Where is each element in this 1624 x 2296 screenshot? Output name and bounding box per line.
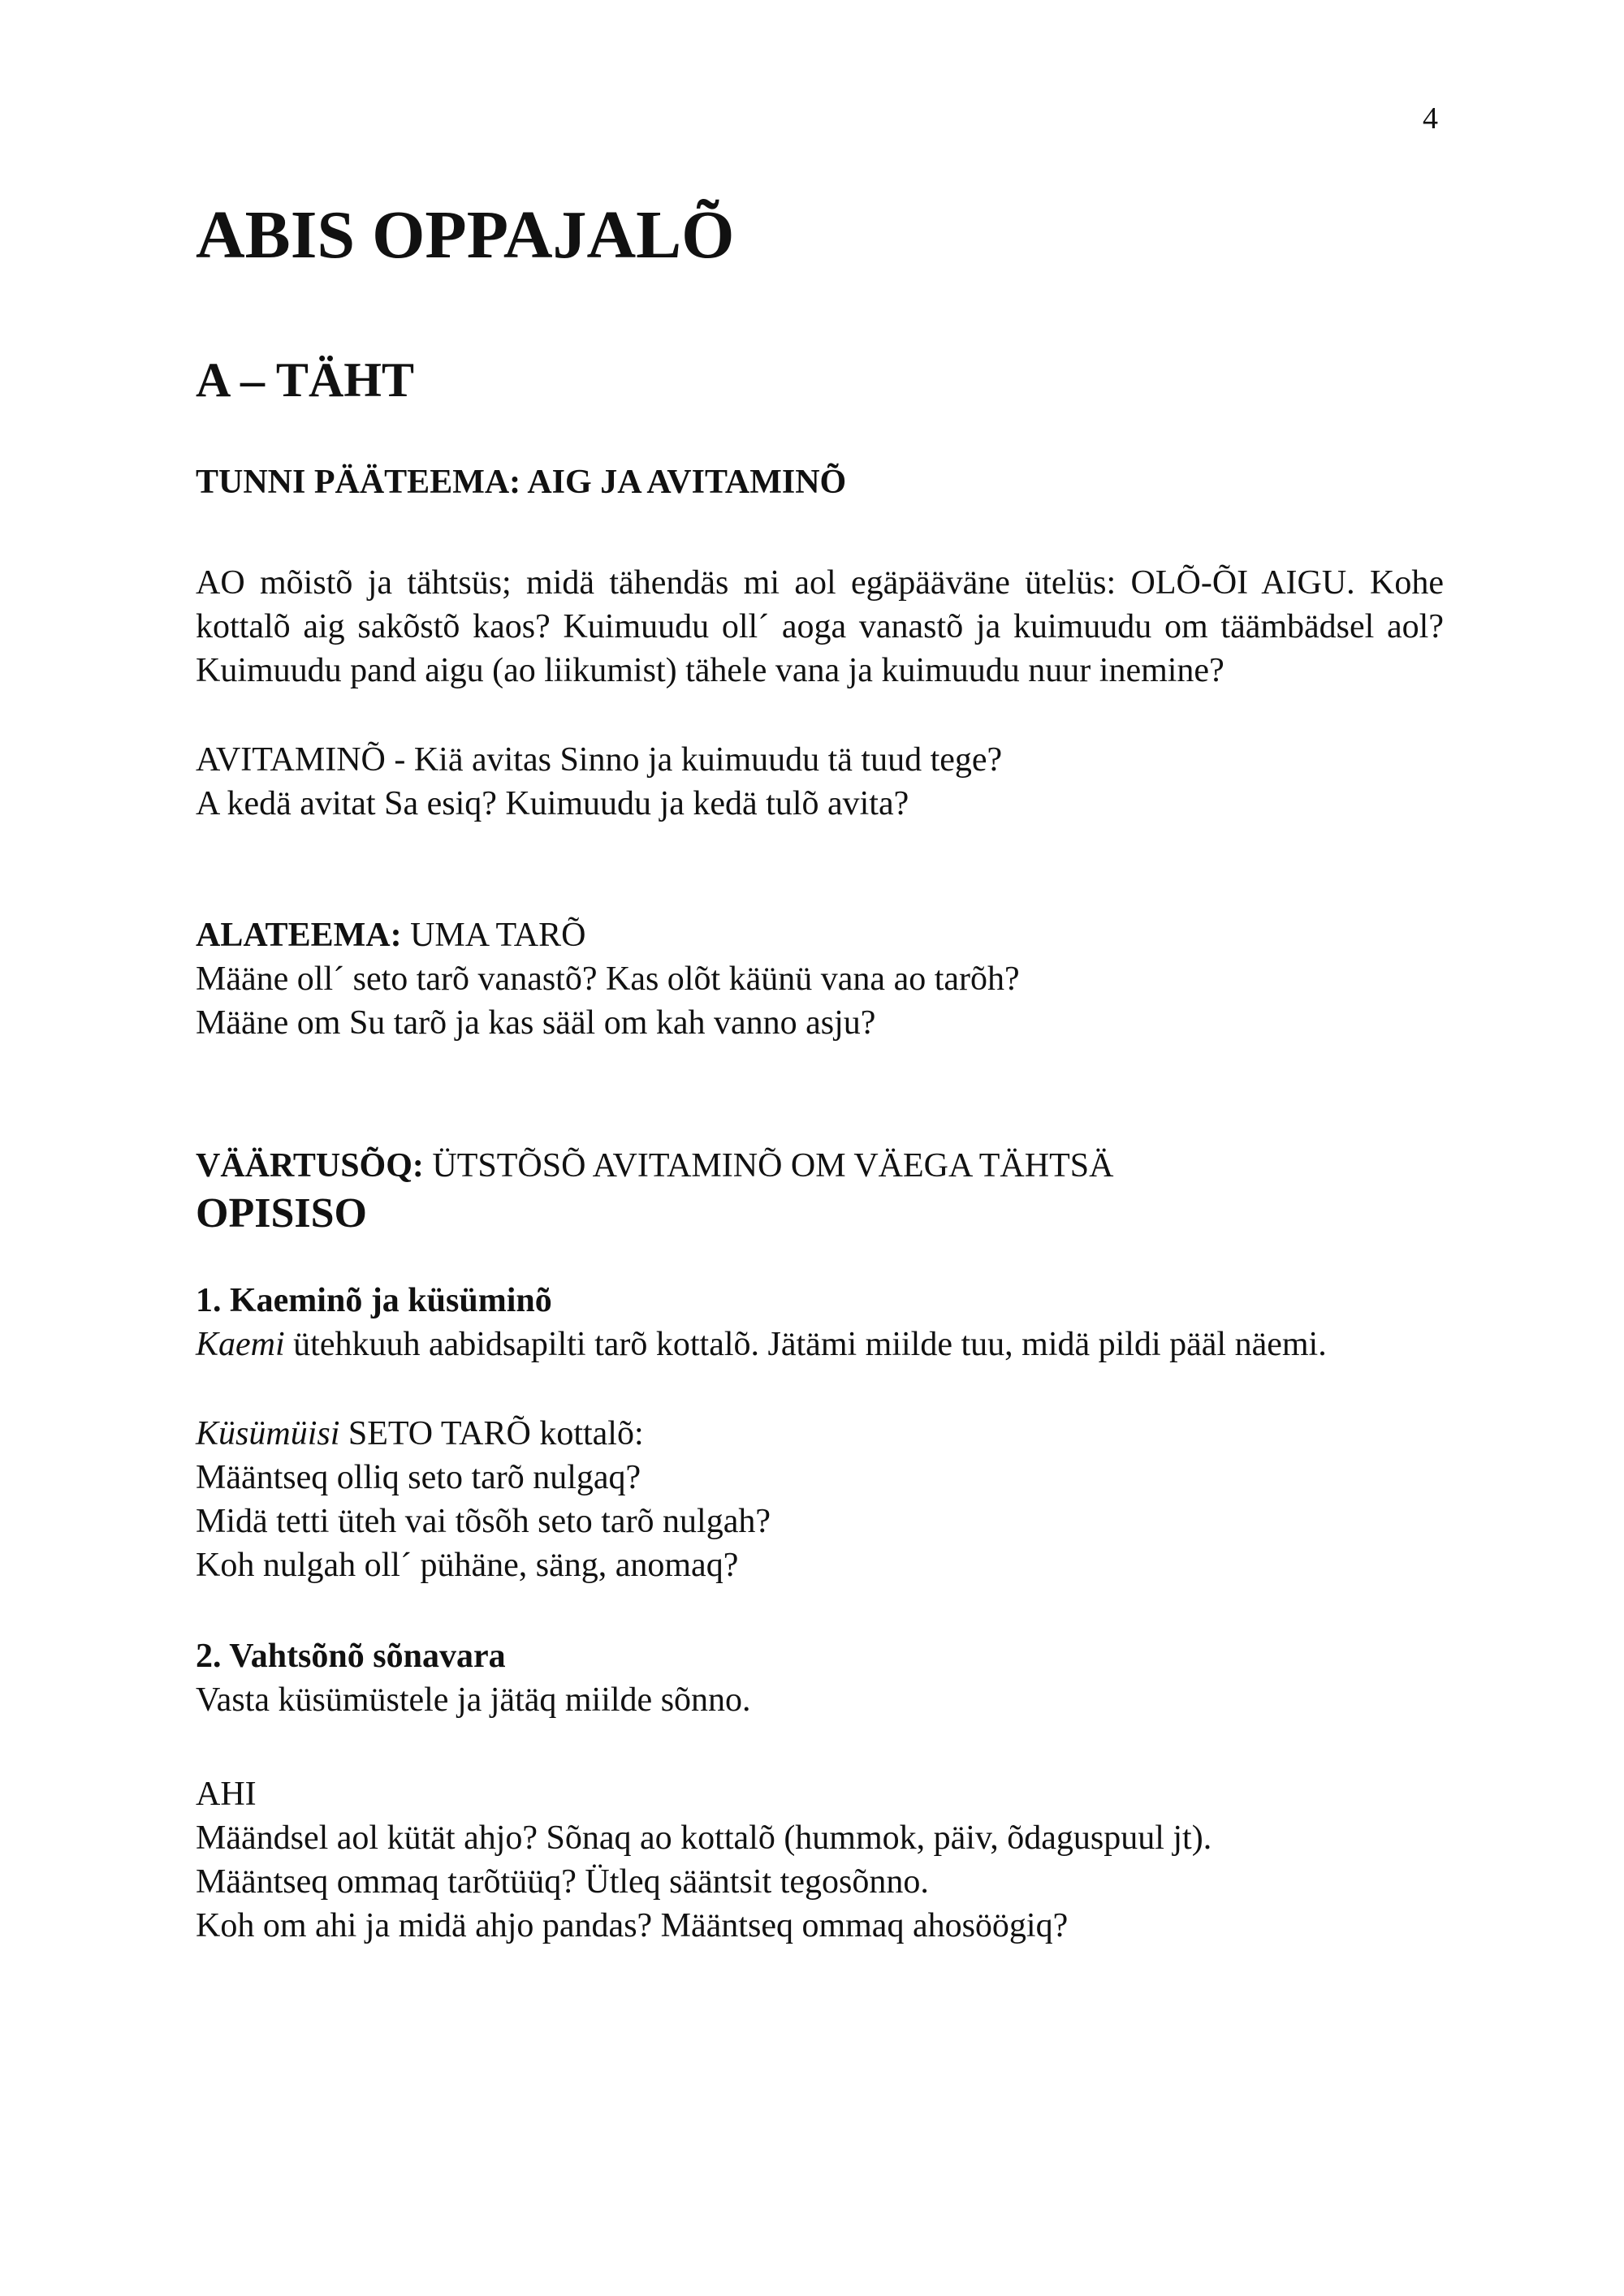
alateema-label: ALATEEMA: <box>196 917 402 954</box>
ahi-line-2: Määntseq ommaq tarõtüüq? Ütleq sääntsit tegosõnno. <box>196 1863 929 1901</box>
document-title: ABIS OPPAJALÕ <box>196 197 735 273</box>
step-1-heading: 1. Kaeminõ ja küsüminõ <box>196 1282 552 1319</box>
alateema-line-1: Määne oll´ seto tarõ vanastõ? Kas olõt käünü vana ao tarõh? <box>196 960 1020 998</box>
main-topic-heading: TUNNI PÄÄTEEMA: AIG JA AVITAMINÕ <box>196 464 847 501</box>
step-2-block <box>196 1634 1444 1722</box>
kysymyisi-italic: Küsümüisi <box>196 1415 340 1452</box>
step-1-block <box>196 1279 1444 1366</box>
step-1-text <box>196 1323 1444 1366</box>
step-2-heading: 2. Vahtsõnõ sõnavara <box>196 1638 506 1675</box>
step-2-text: Vasta küsümüstele ja jätäq miilde sõnno. <box>196 1681 751 1719</box>
kysymyisi-question-3: Koh nulgah oll´ pühäne, säng, anomaq? <box>196 1547 739 1584</box>
vaartusoq-line <box>196 1144 1444 1188</box>
step-1-body: ütehkuuh aabidsapilti tarõ kottalõ. Jätämi miilde tuu, midä pildi pääl näemi. <box>284 1326 1327 1363</box>
ahi-block <box>196 1772 1444 1948</box>
alateema-heading <box>196 913 1444 957</box>
kysymyisi-question-1: Määntseq olliq seto tarõ nulgaq? <box>196 1459 641 1496</box>
ahi-line-3: Koh om ahi ja midä ahjo pandas? Määntseq ommaq ahosöögiq? <box>196 1907 1069 1944</box>
alateema-value: UMA TARÕ <box>401 917 586 954</box>
avitamino-line-2: A kedä avitat Sa esiq? Kuimuudu ja kedä tulõ avita? <box>196 785 909 822</box>
alateema-block <box>196 913 1444 1045</box>
page-number: 4 <box>1423 101 1438 136</box>
kysymyisi-block <box>196 1412 1444 1587</box>
avitamino-block <box>196 738 1444 826</box>
kysymyisi-question-2: Midä tetti üteh vai tõsõh seto tarõ nulgah? <box>196 1503 771 1540</box>
opisiso-heading: OPISISO <box>196 1190 367 1236</box>
vaartusoq-label: VÄÄRTUSÕQ: <box>196 1147 424 1185</box>
kysymyisi-body: SETO TARÕ kottalõ: <box>339 1415 644 1452</box>
alateema-line-2: Määne om Su tarõ ja kas sääl om kah vanno asju? <box>196 1004 876 1042</box>
step-1-italic: Kaemi <box>196 1326 285 1363</box>
vaartusoq-value: ÜTSTÕSÕ AVITAMINÕ OM VÄEGA TÄHTSÄ <box>423 1147 1114 1185</box>
document-body <box>196 195 1444 1948</box>
vaartusoq-block <box>196 1144 1444 1188</box>
ahi-line-1: Määndsel aol kütät ahjo? Sõnaq ao kottalõ (hummok, päiv, õdaguspuul jt). <box>196 1819 1212 1857</box>
avitamino-line-1: AVITAMINÕ - Kiä avitas Sinno ja kuimuudu tä tuud tege? <box>196 741 1003 779</box>
kysymyisi-intro <box>196 1412 1444 1456</box>
section-title: A – TÄHT <box>196 353 414 407</box>
ahi-label: AHI <box>196 1776 257 1813</box>
intro-paragraph: AO mõistõ ja tähtsüs; midä tähendäs mi aol egäpääväne ütelüs: OLÕ-ÕI AIGU. Kohe kottalõ aig sakõstõ kaos? Kuimuudu oll´ aoga vanastõ ja kuimuudu om täämbädsel aol? Kuimuudu pand aigu (ao liikumist) tähele vana ja kuimuudu nuur inemine? <box>196 564 1444 689</box>
